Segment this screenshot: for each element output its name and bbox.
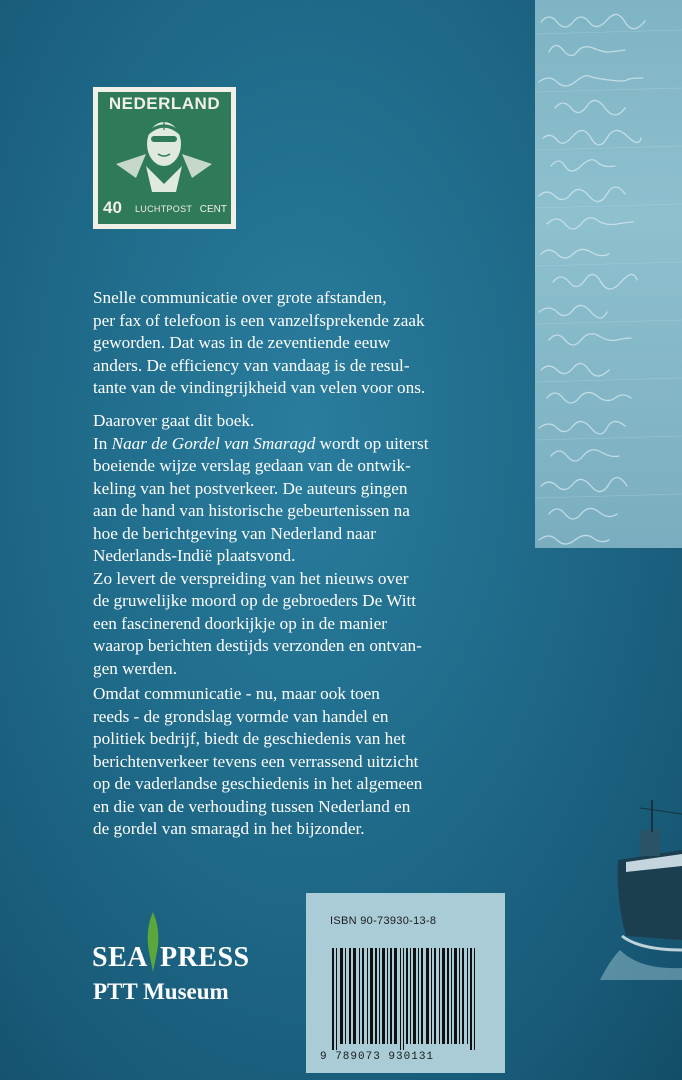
- blurb-line: geworden. Dat was in de zeventiende eeuw: [93, 333, 391, 352]
- blurb-line: per fax of telefoon is een vanzelfsprekende zaak: [93, 310, 425, 330]
- stamp-value: 40: [103, 198, 122, 217]
- blurb-line: waarop berichten destijds verzonden en ontvan-: [93, 636, 422, 655]
- barcode-panel: [306, 893, 505, 1073]
- book-title-inline: Naar de Gordel van Smaragd: [111, 433, 316, 453]
- publisher-press: PRESS: [159, 942, 250, 973]
- manuscript-handwriting-image: [535, 0, 682, 548]
- blurb-line: berichtenverkeer tevens een verrassend uitzicht: [93, 751, 419, 771]
- blurb-line-with-title: [93, 433, 513, 456]
- blurb-line: Daarover gaat dit boek.: [93, 411, 255, 430]
- isbn-text: ISBN 90-73930-13-8: [330, 915, 437, 927]
- blurb-line: op de vaderlandse geschiedenis in het algemeen: [93, 774, 423, 793]
- ptt-museum-name: PTT Museum: [93, 979, 229, 1004]
- blurb-line: aan de hand van historische gebeurtenissen na: [93, 501, 410, 520]
- publisher-logo: [92, 942, 250, 974]
- blurb-text: wordt op uiterst: [315, 433, 429, 453]
- barcode-image: [326, 948, 486, 1050]
- blurb-line: Nederlands-Indië plaatsvond.: [93, 546, 296, 565]
- blurb-line: tante van de vindingrijkheid van velen voor ons.: [93, 378, 426, 397]
- blurb-line: hoe de berichtgeving van Nederland naar: [93, 523, 376, 543]
- blurb-line: politiek bedrijf, biedt de geschiedenis van het: [93, 729, 406, 748]
- blurb-line: Omdat communicatie - nu, maar ook toen: [93, 684, 380, 703]
- stamp-field: [98, 92, 231, 224]
- airmail-stamp: [93, 87, 236, 229]
- blurb-line: de gordel van smaragd in het bijzonder.: [93, 819, 365, 838]
- blurb-line: gen werden.: [93, 658, 177, 678]
- ship-image: [600, 800, 682, 980]
- blurb-line: een fascinerend doorkijkje op in de manier: [93, 613, 387, 633]
- blurb-line: Zo levert de verspreiding van het nieuws over: [93, 568, 409, 588]
- blurb-line: anders. De efficiency van vandaag is de resul-: [93, 355, 410, 375]
- blurb-line: Snelle communicatie over grote afstanden,: [93, 288, 387, 307]
- blurb-line: boeiende wijze verslag gedaan van de ontwik-: [93, 456, 411, 475]
- blurb-line: reeds - de grondslag vormde van handel en: [93, 706, 389, 726]
- blurb-paragraph-3: [93, 683, 513, 841]
- publisher-sea: SEA: [92, 942, 148, 973]
- stamp-country: NEDERLAND: [108, 94, 221, 113]
- stamp-unit: CENT: [199, 204, 227, 215]
- blurb-line: en die van de verhouding tussen Nederland en: [93, 796, 411, 816]
- stamp-label: LUCHTPOST: [135, 204, 193, 214]
- blurb-paragraph-1: [93, 287, 513, 400]
- aviator-portrait-icon: [116, 114, 212, 192]
- blurb-paragraph-2: [93, 410, 513, 680]
- blurb-text: In: [93, 433, 112, 453]
- ean-number: 9 789073 930131: [320, 1051, 435, 1063]
- blurb-line: de gruwelijke moord op de gebroeders De Witt: [93, 591, 417, 610]
- blurb-line: keling van het postverkeer. De auteurs gingen: [93, 478, 408, 498]
